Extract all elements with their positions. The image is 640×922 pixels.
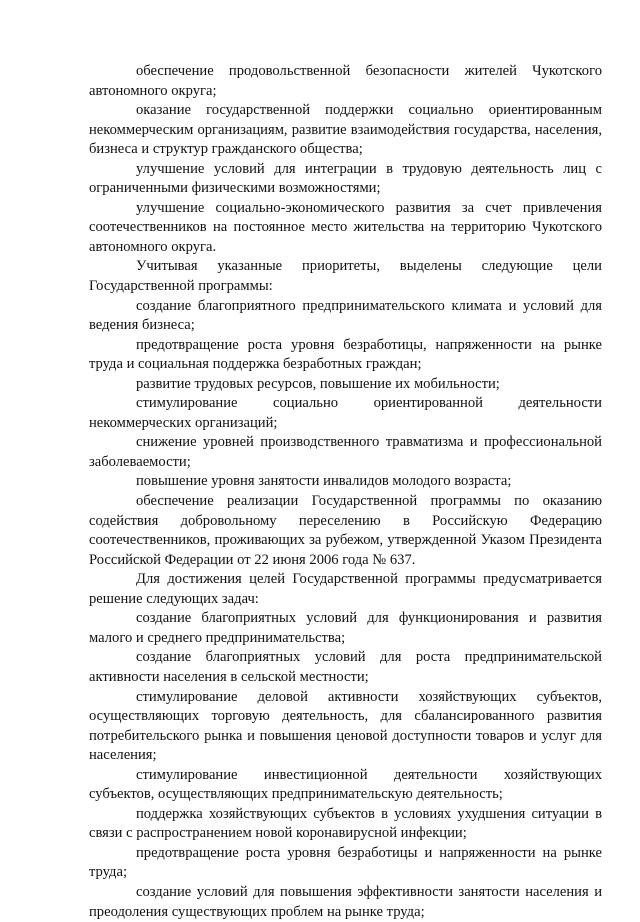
paragraph: Учитывая указанные приоритеты, выделены следующие цели Государственной программы: bbox=[89, 258, 602, 295]
paragraph: стимулирование деловой активности хозяйствующих субъектов, осуществляющих торговую деятельность, для сбалансированного развития потребительского рынка и повышения ценовой доступности товаров и услуг для населения; bbox=[89, 688, 602, 764]
paragraph: снижение уровней производственного травматизма и профессиональной заболеваемости; bbox=[89, 434, 602, 470]
paragraph: создание благоприятного предпринимательского климата и условий для ведения бизнеса; bbox=[89, 297, 602, 334]
paragraph: обеспечение продовольственной безопасности жителей Чукотского автономного округа; bbox=[89, 63, 602, 99]
paragraph: стимулирование социально ориентированной деятельности некоммерческих организаций; bbox=[89, 395, 602, 431]
paragraph: создание благоприятных условий для функционирования и развития малого и среднего предпринимательства; bbox=[89, 610, 602, 646]
paragraph: улучшение условий для интеграции в трудовую деятельность лиц с ограниченными физическими возможностями; bbox=[89, 160, 602, 197]
paragraph: Для достижения целей Государственной программы предусматривается решение следующих задач: bbox=[89, 571, 602, 607]
paragraph: повышение уровня занятости инвалидов молодого возраста; bbox=[136, 473, 512, 490]
document-body bbox=[89, 62, 602, 922]
paragraph: стимулирование инвестиционной деятельности хозяйствующих субъектов, осуществляющих предпринимательскую деятельность; bbox=[89, 766, 602, 803]
paragraph: предотвращение роста уровня безработицы, напряженности на рынке труда и социальная поддержка безработных граждан; bbox=[89, 336, 602, 373]
paragraph: предотвращение роста уровня безработицы и напряженности на рынке труда; bbox=[89, 844, 602, 881]
paragraph: поддержка хозяйствующих субъектов в условиях ухудшения ситуации в связи с распространением новой коронавирусной инфекции; bbox=[89, 805, 602, 842]
paragraph: улучшение социально-экономического развития за счет привлечения соотечественников на постоянное место жительства на территорию Чукотского автономного округа. bbox=[89, 199, 602, 255]
paragraph: создание благоприятных условий для роста предпринимательской активности населения в сельской местности; bbox=[89, 649, 602, 685]
paragraph: обеспечение реализации Государственной программы по оказанию содействия добровольному переселению в Российскую Федерацию соотечественников, проживающих за рубежом, утвержденной Указом Президента Российской Федерации от 22 июня 2006 года № 637. bbox=[89, 493, 602, 568]
paragraph: создание условий для повышения эффективности занятости населения и преодоления существующих проблем на рынке труда; bbox=[89, 883, 602, 920]
paragraph: развитие трудовых ресурсов, повышение их мобильности; bbox=[136, 375, 500, 392]
paragraph: оказание государственной поддержки социально ориентированным некоммерческим организациям, развитие взаимодействия государства, населения, бизнеса и структур гражданского общества; bbox=[89, 102, 602, 158]
